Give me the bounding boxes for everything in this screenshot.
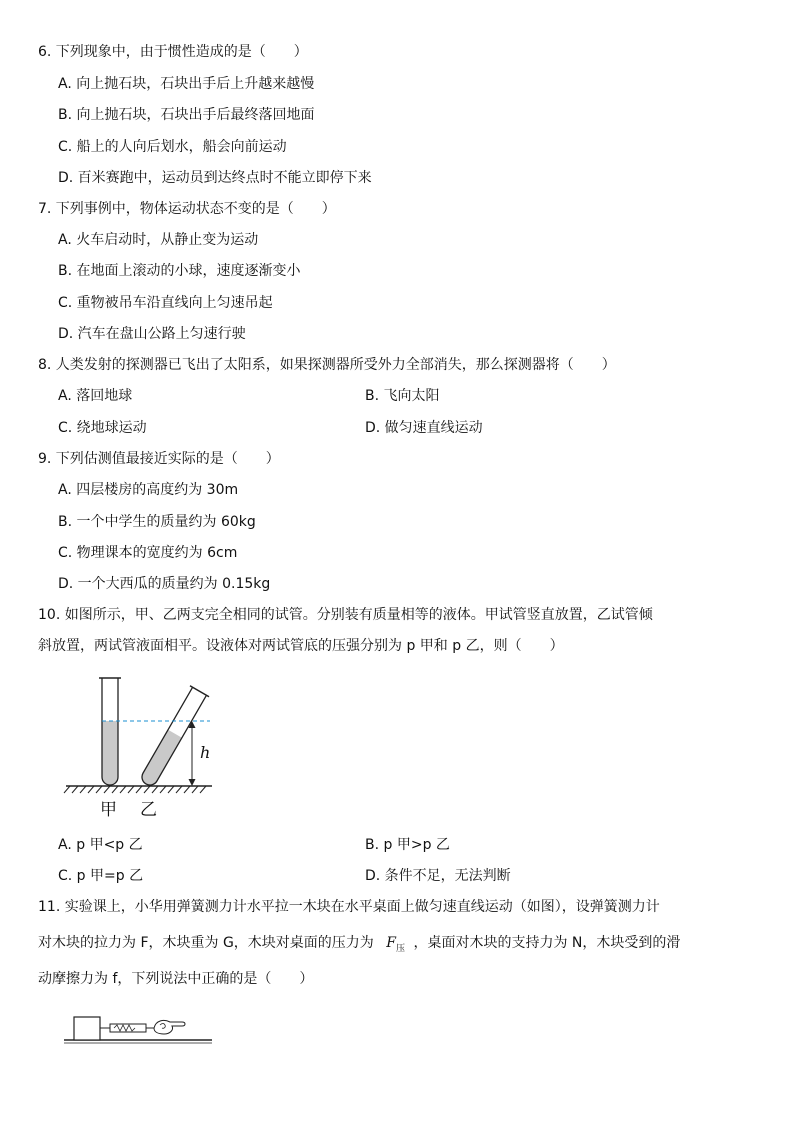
- question-9-option-c: C. 物理课本的宽度约为 6cm: [58, 545, 238, 561]
- question-6-option-b: B. 向上抛石块，石块出手后最终落回地面: [58, 107, 315, 123]
- pressure-force-symbol: F: [386, 935, 396, 951]
- tube-jia-label: 甲: [100, 800, 117, 820]
- test-tubes-figure: [60, 668, 230, 828]
- question-10-stem-line-2: 斜放置，两试管液面相平。设液体对两试管底的压强分别为 p 甲和 p 乙，则（ ）: [38, 638, 564, 654]
- question-7-option-c: C. 重物被吊车沿直线向上匀速吊起: [58, 295, 273, 311]
- question-8-option-b: B. 飞向太阳: [365, 388, 440, 404]
- question-8-option-c: C. 绕地球运动: [58, 420, 147, 436]
- question-7-stem: 7. 下列事例中，物体运动状态不变的是（ ）: [38, 201, 336, 217]
- height-label: h: [200, 743, 211, 762]
- question-6-option-d: D. 百米赛跑中，运动员到达终点时不能立即停下来: [58, 170, 372, 186]
- height-arrow: [189, 721, 196, 786]
- question-7-option-d: D. 汽车在盘山公路上匀速行驶: [58, 326, 246, 342]
- question-9-option-b: B. 一个中学生的质量约为 60kg: [58, 514, 256, 530]
- question-9-stem: 9. 下列估测值最接近实际的是（ ）: [38, 451, 280, 467]
- question-10-option-d: D. 条件不足，无法判断: [365, 868, 511, 884]
- question-11-stem-line-2-part-b: ，桌面对木块的支持力为 N，木块受到的滑: [413, 935, 681, 951]
- spring-scale-figure: [60, 1008, 220, 1048]
- question-10-stem-line-1: 10. 如图所示，甲、乙两支完全相同的试管。分别装有质量相等的液体。甲试管竖直放置，乙试管倾: [38, 607, 653, 623]
- question-8-option-a: A. 落回地球: [58, 388, 133, 404]
- question-6-stem: 6. 下列现象中，由于惯性造成的是（ ）: [38, 44, 308, 60]
- question-8-option-d: D. 做匀速直线运动: [365, 420, 483, 436]
- question-8-stem: 8. 人类发射的探测器已飞出了太阳系，如果探测器所受外力全部消失，那么探测器将（ ）: [38, 357, 616, 373]
- question-9-option-d: D. 一个大西瓜的质量约为 0.15kg: [58, 576, 271, 592]
- question-11-stem-line-3: 动摩擦力为 f，下列说法中正确的是（ ）: [38, 971, 314, 987]
- question-7-option-b: B. 在地面上滚动的小球，速度逐渐变小: [58, 263, 301, 279]
- question-9-option-a: A. 四层楼房的高度约为 30m: [58, 482, 239, 498]
- tube-jia: [99, 678, 121, 785]
- hand-shape: [154, 1020, 185, 1034]
- question-6-option-a: A. 向上抛石块，石块出手后上升越来越慢: [58, 76, 315, 92]
- question-10-option-b: B. p 甲>p 乙: [365, 837, 450, 853]
- wooden-block: [74, 1017, 100, 1040]
- pressure-force-subscript: 压: [395, 943, 405, 954]
- question-10-option-a: A. p 甲<p 乙: [58, 837, 143, 853]
- tube-yi-label: 乙: [140, 800, 157, 820]
- tube-yi: [136, 686, 209, 790]
- question-7-option-a: A. 火车启动时，从静止变为运动: [58, 232, 259, 248]
- question-11-stem-line-2-part-a: 对木块的拉力为 F，木块重为 G，木块对桌面的压力为: [38, 935, 374, 951]
- question-11-stem-line-2: [38, 933, 680, 959]
- question-6-option-c: C. 船上的人向后划水，船会向前运动: [58, 139, 287, 155]
- spring-scale-body: [110, 1024, 146, 1032]
- question-11-stem-line-1: 11. 实验课上，小华用弹簧测力计水平拉一木块在水平桌面上做匀速直线运动（如图），设弹簧测力计: [38, 899, 660, 915]
- ground-hatching: [64, 786, 206, 793]
- question-10-option-c: C. p 甲=p 乙: [58, 868, 144, 884]
